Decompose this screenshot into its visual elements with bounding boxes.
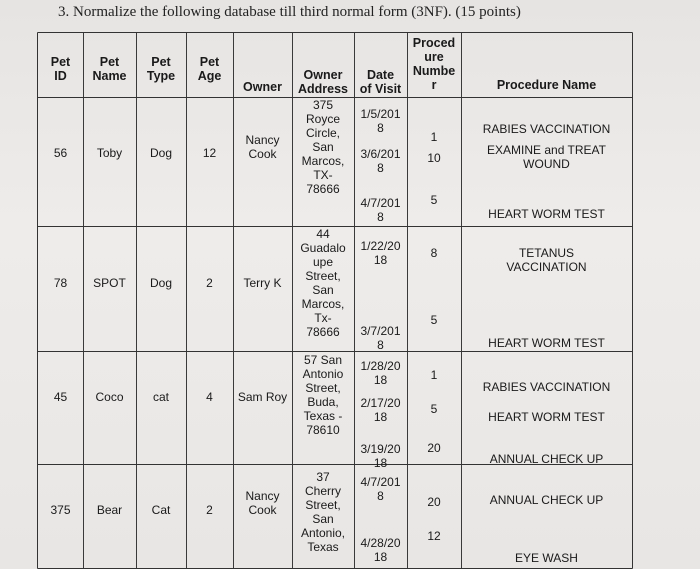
- cell-owner: Terry K: [243, 276, 282, 290]
- cell-pet-name: Toby: [96, 146, 123, 160]
- cell-date-of-visit: 4/28/20 18: [360, 536, 401, 564]
- header-procedure-name: Procedure Name: [496, 78, 597, 92]
- header-pet-name: Pet Name: [92, 55, 127, 83]
- cell-procedure-number: 1: [430, 130, 438, 144]
- header-owner: Owner: [243, 80, 282, 94]
- cell-owner-address: 44 Guadalo upe Street, San Marcos, Tx- 78666: [300, 227, 346, 339]
- cell-pet-id: 78: [53, 276, 68, 290]
- cell-procedure-number: 10: [427, 151, 441, 165]
- cell-pet-name: Coco: [95, 390, 124, 404]
- cell-pet-type: Dog: [149, 276, 172, 290]
- cell-pet-id: 45: [53, 390, 68, 404]
- cell-pet-type: Dog: [149, 146, 172, 160]
- header-procedure-number: Proced ure Numbe r: [412, 36, 456, 92]
- cell-owner: Sam Roy: [237, 390, 288, 404]
- cell-procedure-number: 5: [430, 313, 438, 327]
- cell-procedure-number: 12: [427, 529, 441, 543]
- cell-pet-type: Cat: [151, 503, 171, 517]
- cell-procedure-number: 5: [430, 193, 438, 207]
- cell-date-of-visit: 3/7/201 8: [360, 324, 401, 352]
- cell-date-of-visit: 4/7/201 8: [360, 475, 401, 503]
- cell-pet-name: SPOT: [93, 276, 126, 290]
- header-pet-id: Pet ID: [50, 55, 71, 83]
- column-divider: [186, 33, 187, 568]
- column-divider: [136, 33, 137, 568]
- header-owner-address: Owner Address: [297, 68, 349, 96]
- column-divider: [83, 33, 84, 568]
- cell-procedure-name: HEART WORM TEST: [488, 410, 605, 424]
- cell-procedure-number: 8: [430, 246, 438, 260]
- cell-date-of-visit: 1/5/201 8: [360, 107, 401, 135]
- cell-procedure-name: RABIES VACCINATION: [482, 122, 611, 136]
- cell-procedure-name: EXAMINE and TREAT WOUND: [487, 143, 606, 171]
- column-divider: [233, 33, 234, 568]
- cell-procedure-name: TETANUS VACCINATION: [506, 246, 587, 274]
- cell-procedure-number: 1: [430, 368, 438, 382]
- cell-procedure-number: 5: [430, 402, 438, 416]
- column-divider: [461, 33, 462, 568]
- cell-owner-address: 375 Royce Circle, San Marcos, TX- 78666: [301, 98, 345, 196]
- cell-pet-type: cat: [152, 390, 169, 404]
- cell-owner-address: 57 San Antonio Street, Buda, Texas - 78610: [302, 353, 344, 437]
- cell-date-of-visit: 1/22/20 18: [360, 239, 401, 267]
- cell-procedure-number: 20: [427, 495, 441, 509]
- cell-procedure-name: HEART WORM TEST: [488, 207, 605, 221]
- cell-date-of-visit: 3/19/20 18: [360, 442, 401, 470]
- cell-owner-address: 37 Cherry Street, San Antonio, Texas: [300, 470, 346, 554]
- cell-pet-age: 4: [206, 390, 213, 404]
- cell-procedure-number: 20: [427, 441, 441, 455]
- cell-date-of-visit: 3/6/201 8: [360, 147, 401, 175]
- cell-pet-id: 375: [50, 503, 71, 517]
- cell-pet-id: 56: [53, 146, 68, 160]
- cell-owner: Nancy Cook: [245, 133, 280, 161]
- cell-procedure-name: RABIES VACCINATION: [482, 380, 611, 394]
- cell-date-of-visit: 4/7/201 8: [360, 196, 401, 224]
- header-pet-type: Pet Type: [146, 55, 176, 83]
- cell-procedure-name: ANNUAL CHECK UP: [489, 493, 604, 507]
- cell-owner: Nancy Cook: [245, 489, 280, 517]
- row-divider: [38, 351, 632, 352]
- question-title: 3. Normalize the following database till third normal form (3NF). (15 points): [58, 4, 521, 20]
- cell-date-of-visit: 1/28/20 18: [360, 359, 401, 387]
- cell-pet-age: 2: [206, 276, 213, 290]
- database-table: [37, 32, 633, 569]
- cell-pet-age: 2: [206, 503, 213, 517]
- cell-procedure-name: EYE WASH: [515, 551, 578, 565]
- cell-pet-name: Bear: [96, 503, 123, 517]
- cell-pet-age: 12: [202, 146, 217, 160]
- column-divider: [407, 33, 408, 568]
- cell-date-of-visit: 2/17/20 18: [360, 396, 401, 424]
- header-date-of-visit: Date of Visit: [359, 68, 402, 96]
- header-pet-age: Pet Age: [197, 55, 222, 83]
- cell-procedure-name: HEART WORM TEST: [488, 336, 605, 350]
- cell-procedure-name: ANNUAL CHECK UP: [489, 452, 604, 466]
